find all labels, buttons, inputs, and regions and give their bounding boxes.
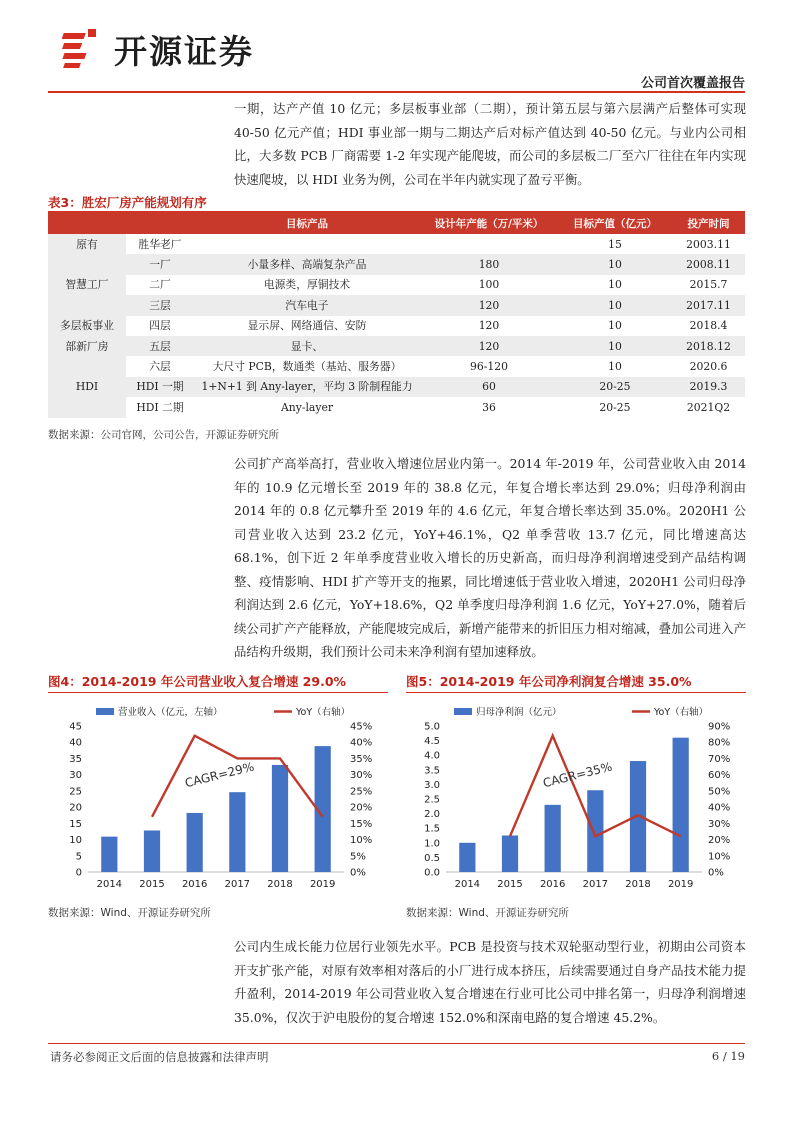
figure5-caption-rule [406,692,746,693]
x-tick-label: 2019 [667,879,694,890]
y-left-tick-label: 25 [69,786,82,798]
bar [272,765,288,872]
table-cell-value: 20-25 [558,377,672,397]
table-cell-product: 电源类，厚铜技术 [263,278,351,292]
report-type-label: 公司首次覆盖报告 [640,76,745,91]
y-right-tick-label: 0% [708,867,724,879]
legend-bar-swatch [454,708,472,715]
legend-bar-label: 营业收入（亿元，左轴） [118,707,223,718]
table-source: 数据来源：公司官网，公司公告，开源证券研究所 [48,429,279,441]
y-left-tick-label: 3.5 [424,765,440,777]
table-cell-plant: HDI 二期 [136,400,184,414]
legend-bar-label: 归母净利润（亿元） [476,707,562,718]
y-left-tick-label: 4.5 [424,736,440,748]
table-cell-capacity: 120 [420,295,558,315]
bar [545,805,561,872]
table-cell-date: 2003.11 [686,237,731,251]
figure4-caption: 图4：2014-2019 年公司营业收入复合增速 29.0% [48,674,347,689]
x-tick-label: 2014 [454,879,481,890]
table-cell-capacity [420,234,558,254]
table-cell-date: 2020.6 [689,360,728,374]
footer-disclaimer: 请务必参阅正文后面的信息披露和法律声明 [50,1050,269,1064]
y-left-tick-label: 0.0 [424,867,440,879]
y-right-tick-label: 45% [350,721,373,733]
table-header-cell: 设计年产能（万/平米） [420,212,558,234]
table-row [48,397,745,417]
y-right-tick-label: 25% [350,786,373,798]
table-row [48,254,745,274]
table-cell-date: 2021Q2 [686,400,731,414]
table-cell-product: 显示屏、网络通信、安防 [247,319,367,333]
net-profit-chart [406,698,746,896]
table-cell-plant: 一厂 [126,254,194,274]
table-cell-value: 10 [608,360,622,374]
table-cell-capacity: 60 [420,377,558,397]
x-tick-label: 2016 [181,879,208,890]
table-caption: 表3：胜宏厂房产能规划有序 [48,195,207,210]
brand-logo [62,26,254,72]
paragraph-competitiveness: 公司内生成长能力位居行业领先水平。PCB 是投资与技术双轮驱动型行业，初期由公司资本开支扩张产能，对原有效率相对落后的小厂进行成本挤压，后续需要通过自身产品技术能力提升盈利，2014-2019 年公司营业收入复合增速在行业可比公司中排名第一，归母净利润增速 35.0%，仅次于沪电股份的复合增速 152.0%和深南电路的复合增速 45.2%。 [234,939,746,1025]
y-right-tick-label: 0% [350,867,366,879]
table-cell-product: Any-layer [280,400,334,414]
x-tick-label: 2018 [625,879,651,890]
y-right-tick-label: 40% [708,802,731,814]
y-right-tick-label: 10% [708,851,731,863]
x-tick-label: 2015 [139,879,165,890]
legend-bar-swatch [96,708,114,715]
paragraph-growth: 公司扩产高举高打，营业收入增速位居业内第一。2014 年-2019 年，公司营业收入由 2014 年的 10.9 亿元增长至 2019 年的 38.8 亿元，年复合增长率达到 29.0%；归母净利润由 2014 年的 0.8 亿元攀升至 2019 年的 4.6 亿元，年复合增长率达到 35.0%。2020H1 公司营业收入达到 23.2 亿元，YoY+46.1%，Q2 单季营收 13.7 亿元，同比增速高达 68.1%，创下近 2 年单季度营业收入增长的历史新高，而归母净利润增速受到产品结构调整、疫情影响、HDI 扩产等开支的拖累，同比增速低于营业收入增速，2020H1 公司归母净利润达到 2.6 亿元，YoY+18.6%，Q2 单季度归母净利润 1.6 亿元，YoY+27.0%，随着后续公司扩产产能释放，产能爬坡完成后，新增产能带来的折旧压力相对缩减，叠加公司进入产品结构升级期，我们预计公司未来净利润有望加速释放。 [234,456,746,659]
table-cell-capacity: 96-120 [470,360,508,374]
table-row [48,336,745,356]
y-left-tick-label: 4.0 [424,750,440,762]
table-header-cell [48,212,126,234]
y-left-tick-label: 15 [69,818,82,830]
y-left-tick-label: 3.0 [424,779,440,791]
y-left-tick-label: 1.0 [424,838,440,850]
table-cell-group [48,397,126,417]
y-left-tick-label: 45 [69,721,82,733]
x-tick-label: 2017 [582,879,609,890]
table-cell-plant: 四层 [149,319,171,333]
table-cell-date: 2018.4 [689,319,728,333]
table-cell-value: 10 [558,336,672,356]
figure4-caption-rule [48,692,388,693]
table-cell-plant: HDI 一期 [126,377,194,397]
table-cell-date: 2018.12 [672,336,745,356]
table-cell-plant: 五层 [126,336,194,356]
table-cell-group [48,356,126,376]
table-cell-capacity: 100 [478,278,500,292]
header-rule [48,91,745,93]
table-cell-value: 10 [558,254,672,274]
y-left-tick-label: 10 [69,835,82,847]
y-right-tick-label: 30% [350,770,373,782]
y-left-tick-label: 30 [69,770,82,782]
y-left-tick-label: 20 [69,802,82,814]
table-cell-date: 2015.7 [689,278,728,292]
y-left-tick-label: 35 [69,753,82,765]
revenue-chart [48,698,388,896]
table-cell-capacity: 180 [420,254,558,274]
table-cell-capacity: 120 [478,319,500,333]
bar [673,738,689,872]
table-cell-plant: 胜华老厂 [138,237,182,251]
y-left-tick-label: 0 [75,867,82,879]
table-cell-product [194,234,420,254]
table-header-cell: 目标产品 [194,212,420,234]
bar [502,836,518,873]
y-right-tick-label: 50% [708,786,731,798]
y-right-tick-label: 35% [350,753,373,765]
table-cell-product: 大尺寸 PCB，数通类（基站、服务器） [212,360,402,374]
bar [144,830,160,872]
brand-name: 开源证券 [114,31,254,71]
table-cell-date: 2019.3 [672,377,745,397]
table-header-cell: 目标产值（亿元） [558,212,672,234]
cagr-annotation: CAGR=35% [541,759,614,791]
y-right-tick-label: 10% [350,835,373,847]
paragraph-capacity: 一期，达产产值 10 亿元；多层板事业部（二期），预计第五层与第六层满产后整体可实现 40-50 亿元产值；HDI 事业部一期与二期达产后对标产值达到 40-50 亿元。与业内公司相比，大多数 PCB 厂商需要 1-2 年实现产能爬坡，而公司的多层板二厂至六厂往往在年内实现快速爬坡，以 HDI 业务为例，公司在半年内就实现了盈亏平衡。 [234,101,746,187]
y-right-tick-label: 20% [708,835,731,847]
table-row [48,377,745,397]
table-cell-group: 部新厂房 [48,336,126,356]
y-left-tick-label: 2.0 [424,809,440,821]
table-cell-capacity: 36 [482,400,496,414]
table-cell-value: 10 [558,295,672,315]
table-row [48,234,745,254]
table-cell-product: 小量多样、高端复杂产品 [194,254,420,274]
y-right-tick-label: 70% [708,753,731,765]
table-cell-capacity: 120 [420,336,558,356]
table-cell-value: 15 [608,237,622,251]
table-cell-value: 10 [608,319,622,333]
x-tick-label: 2017 [224,879,251,890]
table-cell-group [48,295,126,315]
table-cell-group: 多层板事业 [48,316,126,336]
table-row [48,316,745,336]
table-cell-date: 2017.11 [672,295,745,315]
legend-line-label: YoY（右轴） [296,707,351,718]
table-cell-value: 20-25 [599,400,631,414]
table-cell-plant: 二厂 [149,278,171,292]
table-cell-plant: 三层 [126,295,194,315]
footer-rule [48,1043,745,1044]
table-cell-product: 显卡、 [194,336,420,356]
cagr-annotation: CAGR=29% [183,759,256,791]
table-cell-date: 2008.11 [672,254,745,274]
x-tick-label: 2019 [309,879,336,890]
y-right-tick-label: 40% [350,737,373,749]
table-cell-product: 1+N+1 到 Any-layer，平均 3 阶制程能力 [194,377,420,397]
table-cell-product: 汽车电子 [194,295,420,315]
y-left-tick-label: 1.5 [424,823,440,835]
table-header-row [48,212,745,234]
y-left-tick-label: 2.5 [424,794,440,806]
table-header-cell [126,212,194,234]
table-row [48,275,745,295]
bar [101,837,117,872]
table-row [48,356,745,376]
table-cell-group [48,254,126,274]
y-left-tick-label: 5 [75,851,82,863]
y-right-tick-label: 80% [708,737,731,749]
page-number: 6 / 19 [711,1049,745,1063]
y-right-tick-label: 20% [350,802,373,814]
table-cell-group: HDI [48,377,126,397]
legend-line-label: YoY（右轴） [654,707,709,718]
x-tick-label: 2016 [539,879,566,890]
brand-mark-icon [62,27,106,71]
capacity-table [48,212,745,418]
table-cell-group: 智慧工厂 [48,275,126,295]
table-header-cell: 投产时间 [672,212,745,234]
table-row [48,295,745,315]
bar [229,792,245,872]
bar [459,843,475,872]
y-left-tick-label: 40 [69,737,82,749]
y-right-tick-label: 5% [350,851,366,863]
bar [587,790,603,872]
table-cell-value: 10 [608,278,622,292]
table-cell-group: 原有 [48,234,126,254]
x-tick-label: 2014 [96,879,123,890]
x-tick-label: 2018 [267,879,293,890]
x-tick-label: 2015 [497,879,523,890]
y-right-tick-label: 90% [708,721,731,733]
y-right-tick-label: 30% [708,818,731,830]
y-right-tick-label: 60% [708,770,731,782]
figure5-source: 数据来源：Wind、开源证券研究所 [406,907,569,919]
figure5-caption: 图5：2014-2019 年公司净利润复合增速 35.0% [406,674,692,689]
bar [187,813,203,872]
table-cell-plant: 六层 [149,360,171,374]
y-right-tick-label: 15% [350,818,373,830]
y-left-tick-label: 0.5 [424,852,440,864]
figure4-source: 数据来源：Wind、开源证券研究所 [48,907,211,919]
y-left-tick-label: 5.0 [424,721,440,733]
